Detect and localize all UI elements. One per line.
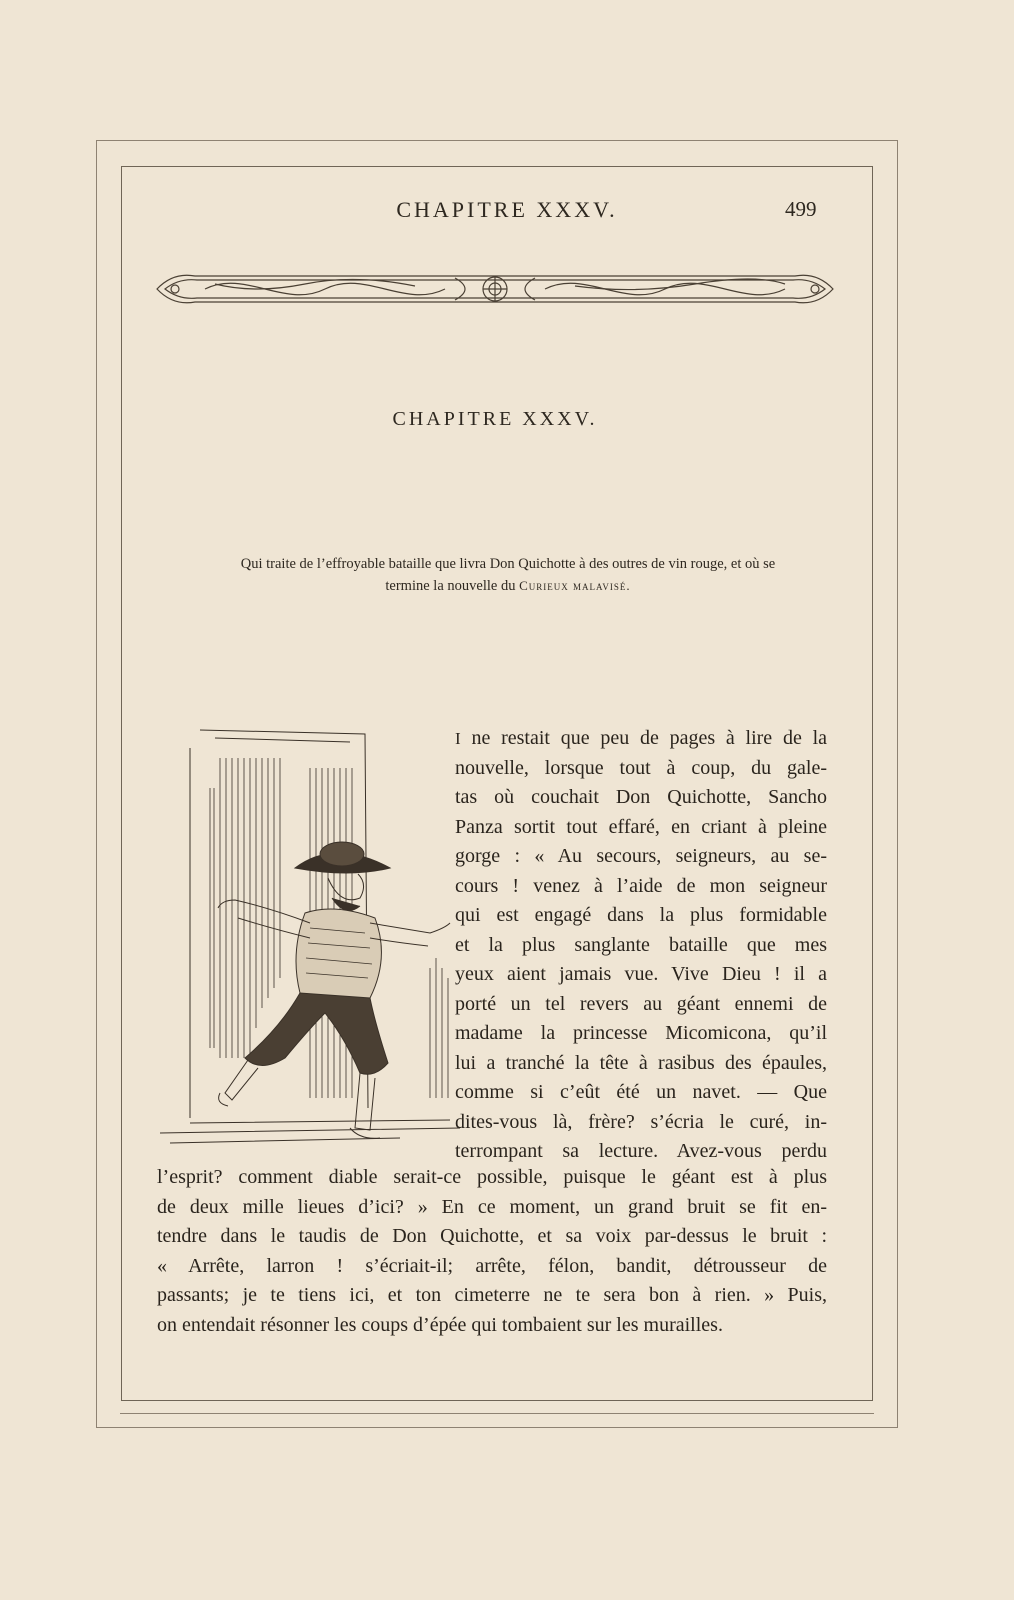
- body-line: « Arrête, larron ! s’écriait-il; arrête, félon, bandit, détrousseur de: [157, 1254, 827, 1277]
- summary-line-2: [172, 575, 844, 597]
- body-line: de deux mille lieues d’ici? » En ce moment, un grand bruit se fit en-: [157, 1195, 827, 1218]
- body-line: madame la princesse Micomicona, qu’il: [455, 1022, 827, 1044]
- body-line: tendre dans le taudis de Don Quichotte, et sa voix par-dessus le bruit :: [157, 1225, 827, 1247]
- body-line: comme si c’eût été un navet. — Que: [455, 1081, 827, 1103]
- page-number: 499: [785, 197, 817, 221]
- drop-cap-letter: I: [455, 729, 461, 748]
- body-line: terrompant sa lecture. Avez-vous perdu: [455, 1140, 827, 1162]
- running-header-title: CHAPITRE XXXV.: [396, 197, 618, 222]
- body-line: dites-vous là, frère? s’écria le curé, in-: [455, 1110, 827, 1133]
- summary-line-2-prefix: termine la nouvelle du: [385, 578, 520, 594]
- body-line: cours ! venez à l’aide de mon seigneur: [455, 874, 827, 897]
- body-line: tas où couchait Don Quichotte, Sancho: [455, 786, 827, 808]
- chapter-summary: [172, 553, 844, 597]
- body-line-text: ne restait que peu de pages à lire de la: [471, 727, 828, 749]
- novella-title: Curieux malavisé.: [519, 578, 631, 593]
- decorative-ornament-band: [155, 264, 835, 314]
- body-line: l’esprit? comment diable serait-ce possible, puisque le géant est à plus: [157, 1166, 827, 1188]
- body-line: Panza sortit tout effaré, en criant à pleine: [455, 815, 827, 838]
- sancho-panza-engraving: [160, 728, 460, 1168]
- body-line: et la plus sanglante bataille que mes: [455, 933, 827, 956]
- body-line: yeux aient jamais vue. Vive Dieu ! il a: [455, 963, 827, 985]
- body-line: [455, 724, 827, 754]
- summary-line-1: Qui traite de l’effroyable bataille que livra Don Quichotte à des outres de vin rouge, et où se: [240, 556, 776, 572]
- body-paragraph-wrapped: [455, 724, 827, 1167]
- body-paragraph-full: [157, 1163, 827, 1340]
- body-line: nouvelle, lorsque tout à coup, du gale-: [455, 756, 827, 779]
- body-line: qui est engagé dans la plus formidable: [455, 904, 827, 926]
- body-line: porté un tel revers au géant ennemi de: [455, 992, 827, 1015]
- body-line: on entendait résonner les coups d’épée qui tombaient sur les murailles.: [157, 1313, 723, 1336]
- body-line: gorge : « Au secours, seigneurs, au se-: [455, 845, 827, 867]
- chapter-title: CHAPITRE XXXV.: [392, 408, 598, 430]
- body-line: passants; je te tiens ici, et ton cimeterre ne te sera bon à rien. » Puis,: [157, 1284, 827, 1306]
- body-line: lui a tranché la tête à rasibus des épaules,: [455, 1051, 827, 1074]
